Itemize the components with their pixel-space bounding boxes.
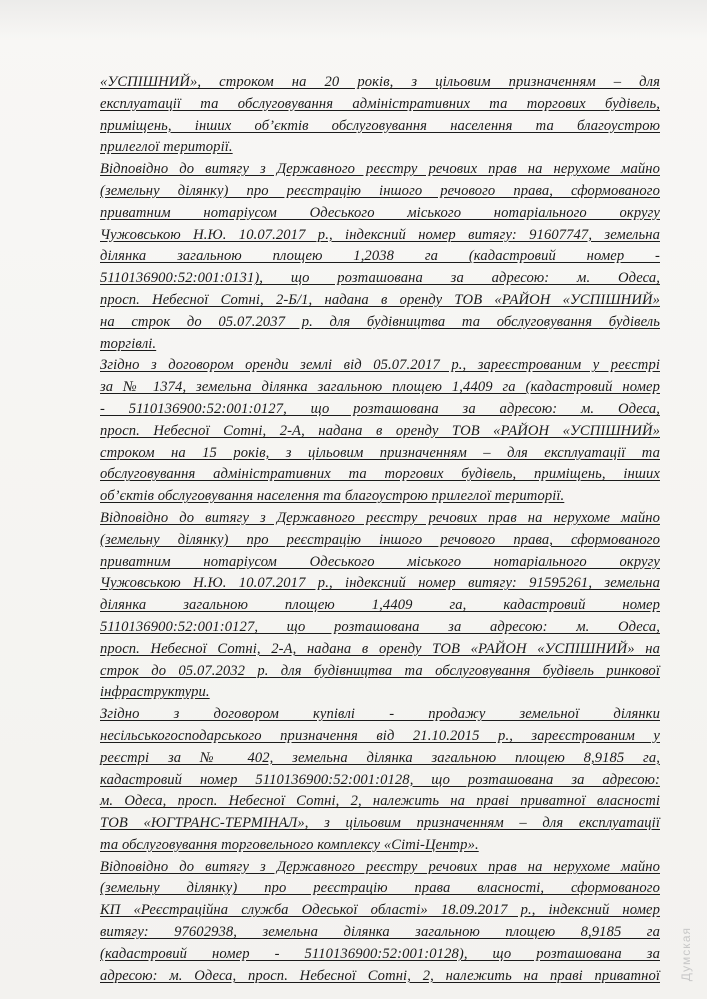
text-line: «УСПІШНИЙ», строком на 20 років, з цільовим призначенням – для — [100, 74, 660, 90]
text-line: прилеглої території. — [100, 139, 233, 156]
text-line: ділянка загальною площею 1,2038 га (кадастровий номер - — [100, 248, 660, 265]
text-line: строком на 15 років, з цільовим призначенням – для експлуатації та — [100, 444, 660, 461]
text-line: несільськогосподарського призначення від 21.10.2015 р., зареєстрованим у — [100, 727, 660, 744]
text-line: та обслуговування торговельного комплексу «Сіті-Центр». — [100, 836, 479, 853]
text-line: витягу: 97602938, земельна ділянка загальною площею 8,9185 га — [100, 924, 660, 941]
document-body — [100, 72, 660, 987]
text-line: ділянка загальною площею 1,4409 га, кадастровий номер — [100, 597, 660, 614]
text-line: (земельну ділянку) про реєстрацію права власності, сформованого — [100, 880, 660, 897]
text-line: Відповідно до витягу з Державного реєстру речових прав на нерухоме майно — [100, 858, 660, 875]
text-line: м. Одеса, просп. Небесної Сотні, 2, належить на праві приватної власності — [100, 793, 660, 810]
text-line: Чужовською Н.Ю. 10.07.2017 р., індексний номер витягу: 91607747, земельна — [100, 226, 660, 243]
text-line: Відповідно до витягу з Державного реєстру речових прав на нерухоме майно — [100, 509, 660, 526]
text-line: строк до 05.07.2032 р. для будівництва та обслуговування будівель ринкової — [100, 662, 660, 679]
text-line: кадастровий номер 5110136900:52:001:0128, що розташована за адресою: — [100, 771, 660, 788]
text-line: обслуговування адміністративних та торгових будівель, приміщень, інших — [100, 466, 660, 483]
text-line: приватним нотаріусом Одеського міського нотаріального округу — [100, 553, 660, 570]
text-line: експлуатації та обслуговування адміністративних та торгових будівель, — [100, 95, 660, 112]
text-line: приміщень, інших об’єктів обслуговування населення та благоустрою — [100, 117, 660, 134]
text-line: - 5110136900:52:001:0127, що розташована за адресою: м. Одеса, — [100, 400, 660, 417]
text-line: Згідно з договором оренди землі від 05.07.2017 р., зареєстрованим у реєстрі — [100, 357, 660, 374]
text-line: Чужовською Н.Ю. 10.07.2017 р., індексний номер витягу: 91595261, земельна — [100, 575, 660, 592]
text-line: адресою: м. Одеса, просп. Небесної Сотні, 2, належить на праві приватної — [100, 967, 660, 984]
text-line: просп. Небесної Сотні, 2-А, надана в оренду ТОВ «РАЙОН «УСПІШНИЙ» на — [100, 640, 660, 657]
text-line: приватним нотаріусом Одеського міського нотаріального округу — [100, 204, 660, 221]
text-line: (кадастровий номер - 5110136900:52:001:0128), що розташована за — [100, 945, 660, 962]
text-line: 5110136900:52:001:0127, що розташована за адресою: м. Одеса, — [100, 618, 660, 635]
text-line: 5110136900:52:001:0131), що розташована за адресою: м. Одеса, — [100, 270, 660, 287]
text-line: просп. Небесної Сотні, 2-Б/1, надана в оренду ТОВ «РАЙОН «УСПІШНИЙ» — [100, 291, 660, 308]
text-line: торгівлі. — [100, 335, 157, 352]
text-line: просп. Небесної Сотні, 2-А, надана в оренду ТОВ «РАЙОН «УСПІШНИЙ» — [100, 422, 660, 439]
text-line: (земельну ділянку) про реєстрацію іншого речового права, сформованого — [100, 531, 660, 548]
scan-shadow — [0, 0, 707, 40]
text-line: Відповідно до витягу з Державного реєстру речових прав на нерухоме майно — [100, 161, 660, 178]
watermark: Думская — [679, 926, 693, 981]
text-line: на строк до 05.07.2037 р. для будівництва та обслуговування будівель — [100, 313, 660, 330]
text-line: (земельну ділянку) про реєстрацію іншого речового права, сформованого — [100, 182, 660, 199]
text-line: за № 1374, земельна ділянка загальною площею 1,4409 га (кадастровий номер — [100, 379, 660, 396]
text-line: ТОВ «ЮГТРАНС-ТЕРМІНАЛ», з цільовим призначенням – для експлуатації — [100, 815, 660, 832]
text-line: інфраструктури. — [100, 684, 210, 701]
text-line: реєстрі за № 402, земельна ділянка загальною площею 8,9185 га, — [100, 749, 660, 766]
text-line: Згідно з договором купівлі - продажу земельної ділянки — [100, 706, 660, 723]
text-line: КП «Реєстраційна служба Одеської області» 18.09.2017 р., індексний номер — [100, 902, 660, 919]
text-line: об’єктів обслуговування населення та благоустрою прилеглої території. — [100, 488, 565, 505]
